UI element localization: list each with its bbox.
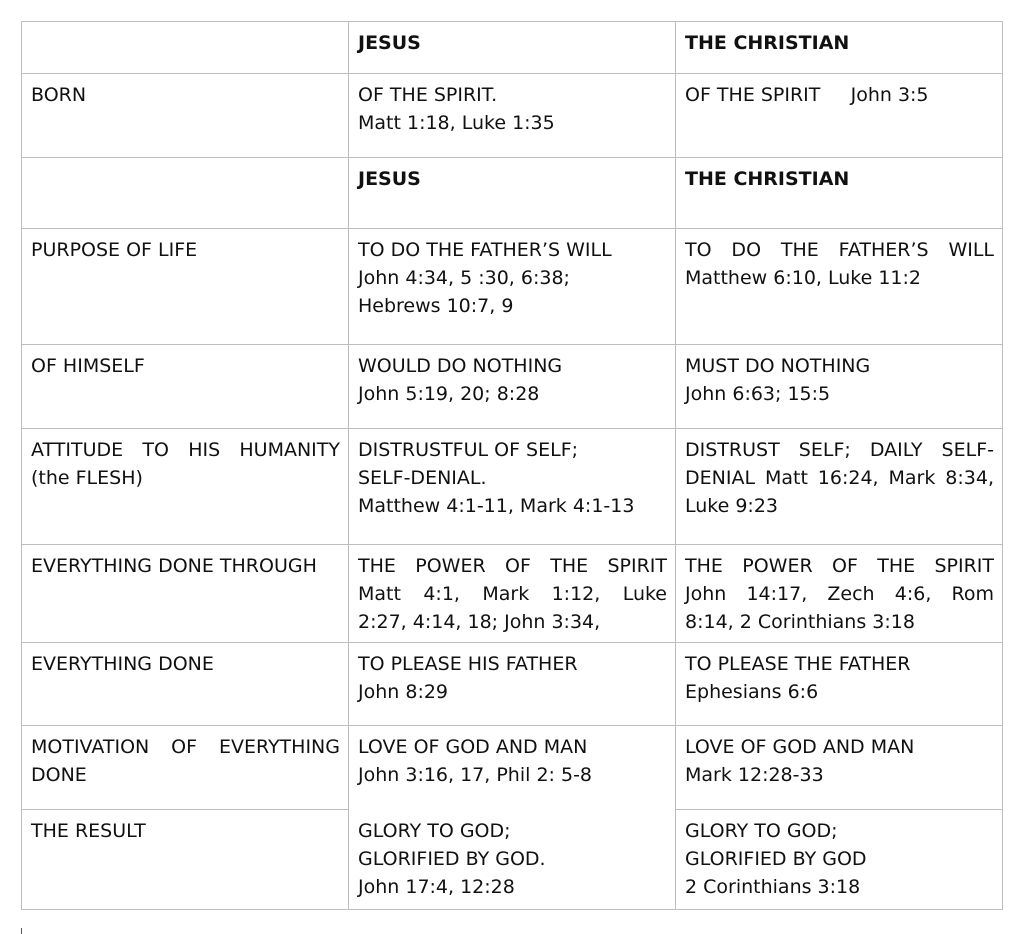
cell-line: GLORIFIED BY GOD <box>685 848 867 870</box>
row-label-through: EVERYTHING DONE THROUGH <box>22 545 349 643</box>
purpose-christian <box>676 229 1003 345</box>
cell-line: GLORIFIED BY GOD. <box>358 848 546 870</box>
himself-jesus <box>349 345 676 429</box>
cell-line: WOULD DO NOTHING <box>358 355 563 377</box>
cell-line: John 17:4, 12:28 <box>358 876 515 898</box>
table-row <box>22 229 1003 345</box>
cell-line: SELF-DENIAL. <box>358 467 487 489</box>
header-empty-cell <box>22 22 349 74</box>
cell-line: LOVE OF GOD AND MAN <box>358 736 588 758</box>
born-christian <box>676 74 1003 158</box>
done-christian <box>676 643 1003 726</box>
cell-line: (the FLESH) <box>31 467 143 489</box>
table-row <box>22 345 1003 429</box>
row-label-everything-done: EVERYTHING DONE <box>22 643 349 726</box>
row-label-born: BORN <box>22 74 349 158</box>
result-christian <box>676 810 1003 910</box>
cell-line: John 8:29 <box>358 681 449 703</box>
cell-line: Matthew 6:10, Luke 11:2 <box>685 267 922 289</box>
purpose-jesus <box>349 229 676 345</box>
cell-line: Ephesians 6:6 <box>685 681 819 703</box>
header-christian-repeat: THE CHRISTIAN <box>676 158 1003 229</box>
row-label-purpose: PURPOSE OF LIFE <box>22 229 349 345</box>
motivation-christian <box>676 726 1003 810</box>
cell-line: John 3:16, 17, Phil 2: 5-8 <box>358 764 593 786</box>
cell-line: THE POWER OF THE SPIRIT <box>358 555 667 577</box>
row-label-attitude <box>22 429 349 545</box>
table-row <box>22 643 1003 726</box>
cell-line: Hebrews 10:7, 9 <box>358 295 514 317</box>
row-label-motivation <box>22 726 349 810</box>
cell-line: MOTIVATION OF EVERYTHING <box>31 736 340 758</box>
cell-line: DONE <box>31 764 87 786</box>
cell-line: John 5:19, 20; 8:28 <box>358 383 540 405</box>
header-christian: THE CHRISTIAN <box>676 22 1003 74</box>
cell-line: DISTRUSTFUL OF SELF; <box>358 439 579 461</box>
through-jesus <box>349 545 676 643</box>
cell-line: Mark 12:28-33 <box>685 764 824 786</box>
attitude-jesus <box>349 429 676 545</box>
cell-line: TO DO THE FATHER’S WILL <box>358 239 612 261</box>
through-christian <box>676 545 1003 643</box>
attitude-christian <box>676 429 1003 545</box>
text-cursor-mark <box>21 928 22 934</box>
cell-line: DISTRUST SELF; DAILY SELF- <box>685 439 994 461</box>
cell-line: THE POWER OF THE SPIRIT <box>685 555 994 577</box>
cell-line: Matt 4:1, Mark 1:12, Luke <box>358 583 667 605</box>
cell-line: 8:14, 2 Corinthians 3:18 <box>685 611 915 633</box>
cell-line: Matt 1:18, Luke 1:35 <box>358 112 555 134</box>
table-row <box>22 158 1003 229</box>
cell-line: TO PLEASE HIS FATHER <box>358 653 578 675</box>
himself-christian <box>676 345 1003 429</box>
row-label-of-himself: OF HIMSELF <box>22 345 349 429</box>
comparison-table <box>21 21 1003 910</box>
row-label-result: THE RESULT <box>22 810 349 910</box>
cell-line: TO PLEASE THE FATHER <box>685 653 911 675</box>
done-jesus <box>349 643 676 726</box>
header-empty-cell <box>22 158 349 229</box>
motivation-result-jesus <box>349 726 676 910</box>
cell-line: Luke 9:23 <box>685 495 779 517</box>
cell-line: ATTITUDE TO HIS HUMANITY <box>31 439 340 461</box>
cell-line: DENIAL Matt 16:24, Mark 8:34, <box>685 467 994 489</box>
cell-line: GLORY TO GOD; <box>358 820 511 842</box>
header-jesus-repeat: JESUS <box>349 158 676 229</box>
cell-line: LOVE OF GOD AND MAN <box>685 736 915 758</box>
cell-line: MUST DO NOTHING <box>685 355 871 377</box>
table-row <box>22 74 1003 158</box>
cell-line: John 6:63; 15:5 <box>685 383 831 405</box>
table-row <box>22 726 1003 810</box>
cell-line: TO DO THE FATHER’S WILL <box>685 239 994 261</box>
table-row <box>22 545 1003 643</box>
table-row <box>22 429 1003 545</box>
cell-line: 2 Corinthians 3:18 <box>685 876 861 898</box>
cell-line: John 14:17, Zech 4:6, Rom <box>685 583 994 605</box>
table-row <box>22 22 1003 74</box>
cell-line: John 4:34, 5 :30, 6:38; <box>358 267 570 289</box>
cell-line: 2:27, 4:14, 18; John 3:34, <box>358 611 601 633</box>
cell-line: Matthew 4:1-11, Mark 4:1-13 <box>358 495 635 517</box>
cell-line: GLORY TO GOD; <box>685 820 838 842</box>
cell-line: OF THE SPIRIT John 3:5 <box>685 84 929 106</box>
header-jesus: JESUS <box>349 22 676 74</box>
cell-line: OF THE SPIRIT. <box>358 84 498 106</box>
born-jesus <box>349 74 676 158</box>
